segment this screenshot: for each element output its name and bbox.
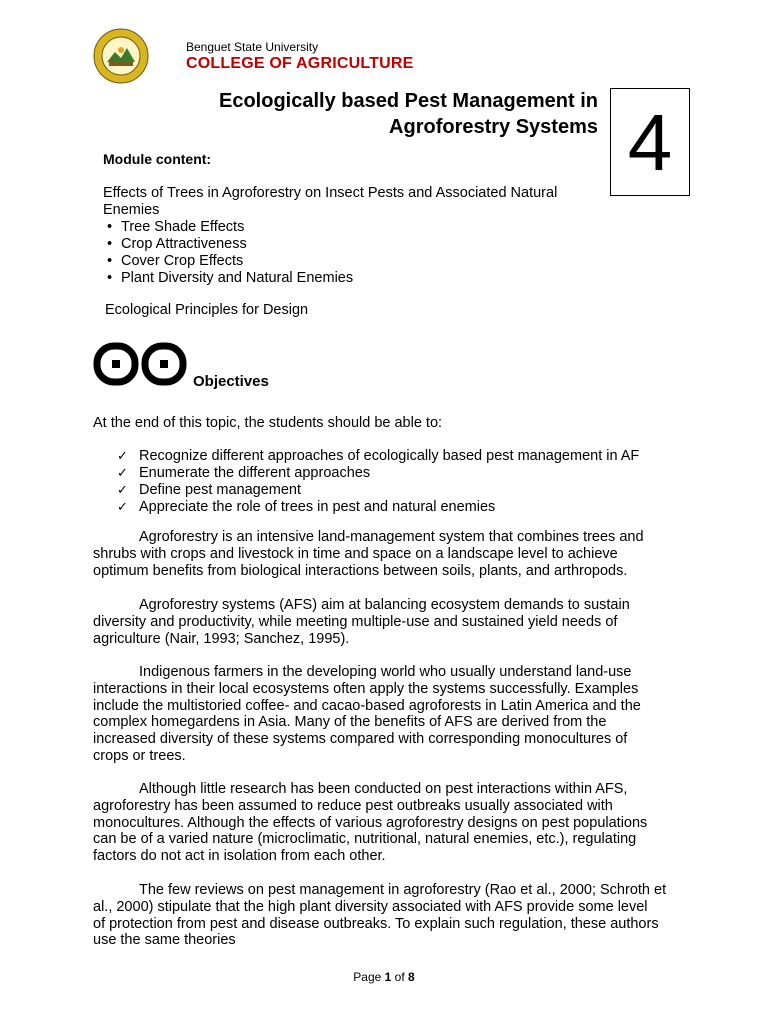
paragraph-reviews — [93, 882, 693, 949]
module-content-item: • Crop Attractiveness — [103, 236, 353, 253]
module-content-intro — [103, 185, 603, 219]
paragraph-line: complex homegardens in Asia. Many of the benefits of AFS are derived from the — [93, 714, 607, 731]
paragraph-pest-interactions — [93, 781, 693, 865]
college-name: COLLEGE OF AGRICULTURE — [186, 55, 414, 72]
module-content-list — [103, 219, 353, 287]
current-page: 1 — [384, 970, 392, 984]
module-content-item: • Plant Diversity and Natural Enemies — [103, 270, 353, 287]
paragraph-line: agriculture (Nair, 1993; Sanchez, 1995). — [93, 630, 350, 647]
paragraph-agroforestry-definition — [93, 529, 693, 579]
module-content-principles: Ecological Principles for Design — [105, 302, 309, 318]
objectives-label: Objectives — [193, 373, 269, 390]
paragraph-indigenous-farmers — [93, 664, 693, 765]
module-content-heading: Module content: — [103, 151, 212, 167]
objectives-icon — [93, 340, 189, 398]
paragraph-line: The few reviews on pest management in agroforestry (Rao et al., 2000; Schroth et — [139, 882, 667, 898]
paragraph-line: shrubs with crops and livestock in time and space on a landscape level to achieve — [93, 545, 618, 562]
objective-item: ✓ Define pest management — [117, 482, 639, 499]
paragraph-line: increased diversity of these systems compared with corresponding monocultures of — [93, 731, 628, 748]
paragraph-line: use the same theories — [93, 932, 236, 949]
paragraph-line: include the multistoried coffee- and cacao-based agroforests in Latin America and the — [93, 697, 641, 714]
paragraph-line: al., 2000) stipulate that the high plant diversity associated with AFS provide some level — [93, 898, 648, 915]
objective-item: ✓ Enumerate the different approaches — [117, 465, 639, 482]
university-name: Benguet State University — [186, 40, 319, 54]
objectives-intro: At the end of this topic, the students should be able to: — [93, 415, 443, 431]
module-title-line-1: Ecologically based Pest Management in — [218, 90, 598, 112]
of-word: of — [394, 970, 405, 984]
objective-item: ✓ Appreciate the role of trees in pest and natural enemies — [117, 499, 639, 516]
module-content-item: • Tree Shade Effects — [103, 219, 353, 236]
paragraph-line: Indigenous farmers in the developing world who usually understand land-use — [139, 664, 632, 680]
page-word: Page — [353, 970, 382, 984]
paragraph-line: diversity and productivity, while meeting multiple-use and sustained yield needs of — [93, 613, 618, 630]
module-number-box: 4 — [610, 88, 690, 196]
paragraph-line: optimum benefits from biological interactions between soils, plants, and arthropods. — [93, 562, 628, 579]
module-title — [118, 88, 598, 140]
paragraph-line: factors do not act in isolation from each other. — [93, 848, 386, 865]
module-content-intro-line: Enemies — [103, 202, 160, 218]
paragraph-line: Agroforestry systems (AFS) aim at balancing ecosystem demands to sustain — [139, 597, 630, 613]
paragraph-line: interactions in their local ecosystems often apply the systems successfully. Examples — [93, 680, 639, 697]
module-content-intro-line: Effects of Trees in Agroforestry on Insect Pests and Associated Natural — [103, 185, 558, 201]
total-pages: 8 — [408, 970, 415, 984]
page-footer — [0, 970, 768, 984]
paragraph-line: agroforestry has been assumed to reduce pest outbreaks usually associated with — [93, 797, 613, 814]
module-title-line-2: Agroforestry Systems — [389, 116, 598, 138]
objective-item: ✓ Recognize different approaches of ecologically based pest management in AF — [117, 448, 639, 465]
paragraph-line: Although little research has been conducted on pest interactions within AFS, — [139, 781, 628, 797]
paragraph-afs-aim — [93, 597, 693, 647]
paragraph-line: Agroforestry is an intensive land-management system that combines trees and — [139, 529, 644, 545]
paragraph-line: monocultures. Although the effects of various agroforestry designs on pest populations — [93, 814, 648, 831]
paragraph-line: of protection from pest and disease outbreaks. To explain such regulation, these authors — [93, 915, 659, 932]
university-seal-logo — [93, 28, 149, 84]
objectives-list — [117, 448, 639, 516]
paragraph-line: crops or trees. — [93, 747, 186, 764]
paragraph-line: can be of a varied nature (microclimatic, nutritional, natural enemies, etc.), regulating — [93, 831, 637, 848]
module-content-item: • Cover Crop Effects — [103, 253, 353, 270]
